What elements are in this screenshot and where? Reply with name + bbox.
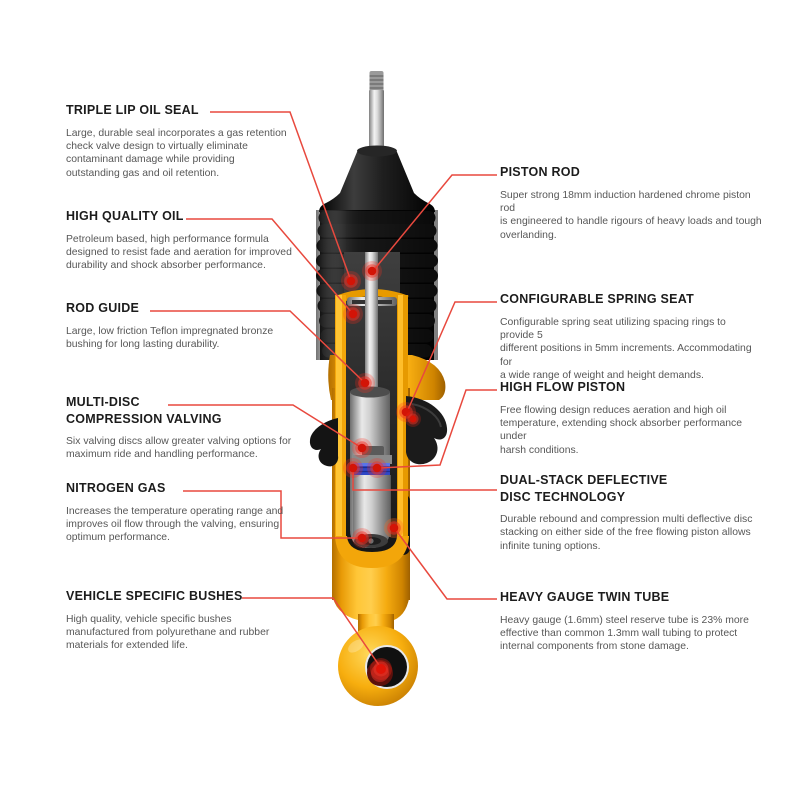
callout-desc: Super strong 18mm induction hardened chrome piston rod is engineered to handle rigours of heavy loads and tough overlanding.	[500, 189, 762, 241]
cut-wall-left-face	[336, 295, 342, 538]
rod-guide-marker	[355, 373, 375, 393]
callout-vehicle-specific-bushes	[66, 588, 328, 653]
callout-title: MULTI-DISC COMPRESSION VALVING	[66, 395, 222, 426]
callout-desc: Large, low friction Teflon impregnated bronze bushing for long lasting durability.	[66, 325, 274, 350]
callout-desc: Petroleum based, high performance formula designed to resist fade and aeration for improved durability and shock absorber performance.	[66, 233, 292, 272]
twin-tube-marker	[384, 518, 404, 538]
bush-marker	[370, 658, 392, 680]
callout-desc: Free flowing design reduces aeration and high oil temperature, extending shock absorber performance under harsh conditions.	[500, 404, 743, 456]
callout-line-heavy-gauge	[395, 529, 497, 599]
callout-desc: Increases the temperature operating range and improves oil flow through the valving, ensuring optimum performance.	[66, 505, 284, 544]
callout-high-quality-oil	[66, 208, 328, 273]
shock-body	[310, 71, 447, 706]
callout-nitrogen-gas	[66, 480, 328, 545]
multi-disc-valving-marker	[352, 438, 372, 458]
callout-title: VEHICLE SPECIFIC BUSHES	[66, 589, 243, 603]
rod-thread-tip	[370, 71, 384, 93]
callout-desc: Durable rebound and compression multi deflective disc stacking on either side of the free flowing piston allows infinite tuning options.	[500, 514, 753, 552]
callout-desc: Large, durable seal incorporates a gas retention check valve design to virtually eliminate contaminant damage while providing outstanding gas and oil retention.	[66, 127, 287, 179]
piston-rod-marker	[362, 261, 382, 281]
callout-dual-stack-deflective-disc	[500, 472, 762, 553]
high-flow-piston-marker	[367, 458, 387, 478]
callout-multi-disc-compression-valving	[66, 394, 328, 462]
callout-title: NITROGEN GAS	[66, 481, 166, 495]
triple-lip-oil-seal-marker	[341, 271, 361, 291]
high-quality-oil-marker	[343, 304, 363, 324]
callout-title: DUAL-STACK DEFLECTIVE DISC TECHNOLOGY	[500, 473, 668, 504]
callout-piston-rod	[500, 164, 762, 242]
callout-title: PISTON ROD	[500, 165, 581, 179]
callout-title: HIGH QUALITY OIL	[66, 209, 184, 223]
callout-title: CONFIGURABLE SPRING SEAT	[500, 292, 694, 306]
callout-rod-guide	[66, 300, 328, 351]
callout-title: HEAVY GAUGE TWIN TUBE	[500, 590, 670, 604]
callout-desc: Configurable spring seat utilizing spacing rings to provide 5 different positions in 5mm increments. Accommodating for a wide range of weight and height demands.	[500, 316, 752, 382]
dual-stack-disc-marker	[343, 458, 363, 478]
cone-top	[357, 146, 397, 157]
spring-seat-marker-2	[405, 411, 421, 427]
callout-triple-lip-oil-seal	[66, 102, 328, 180]
callout-title: TRIPLE LIP OIL SEAL	[66, 103, 199, 117]
callout-desc: High quality, vehicle specific bushes manufactured from polyurethane and rubber materials for extended life.	[66, 613, 270, 652]
callout-desc: Heavy gauge (1.6mm) steel reserve tube is 23% more effective than common 1.3mm wall tubing to protect internal components from stone damage.	[500, 614, 749, 653]
bump-stop-cone	[319, 148, 435, 213]
callout-title: HIGH FLOW PISTON	[500, 380, 626, 394]
callout-desc: Six valving discs allow greater valving options for maximum ride and handling performance.	[66, 436, 292, 461]
callout-heavy-gauge-twin-tube	[500, 589, 762, 654]
callout-title: ROD GUIDE	[66, 301, 140, 315]
callout-high-flow-piston	[500, 379, 762, 457]
callout-configurable-spring-seat	[500, 291, 762, 383]
nitrogen-gas-marker	[352, 528, 372, 548]
